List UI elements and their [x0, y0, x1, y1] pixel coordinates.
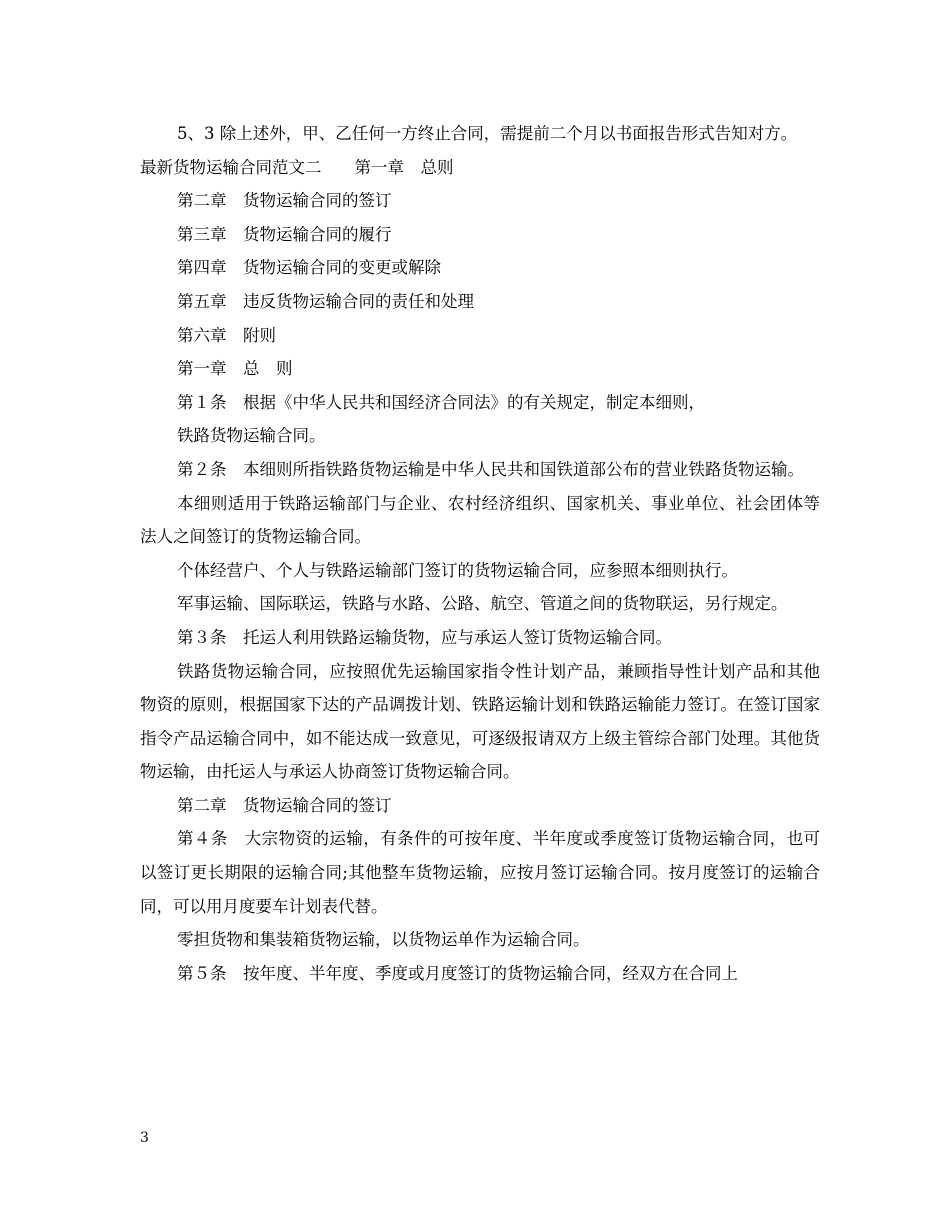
paragraph: 第３条 托运人利用铁路运输货物，应与承运人签订货物运输合同。 [177, 627, 672, 647]
paragraph: 第四章 货物运输合同的变更或解除 [177, 258, 441, 278]
paragraph: 最新货物运输合同范文二 第一章 总则 [140, 157, 454, 177]
paragraph: 第二章 货物运输合同的签订 [177, 795, 392, 815]
paragraph: 铁路货物运输合同，应按照优先运输国家指令性计划产品，兼顾指导性计划产品和其他物资的原则，根据国家下达的产品调拨计划、铁路运输计划和铁路运输能力签订。在签订国家指令产品运输合同中，如不能达成一致意见，可逐级报请双方上级主管综合部门处理。其他货物运输，由托运人与承运人协商签订货物运输合同。 [140, 661, 820, 782]
paragraph: 个体经营户、个人与铁路运输部门签订的货物运输合同，应参照本细则执行。 [177, 560, 738, 580]
paragraph: 第五章 违反货物运输合同的责任和处理 [177, 291, 474, 311]
paragraph: 第六章 附则 [177, 325, 276, 345]
paragraph: 第５条 按年度、半年度、季度或月度签订的货物运输合同，经双方在合同上 [177, 963, 738, 983]
paragraph: 铁路货物运输合同。 [177, 426, 326, 446]
body-text [140, 117, 820, 990]
paragraph: 本细则适用于铁路运输部门与企业、农村经济组织、国家机关、事业单位、社会团体等法人之间签订的货物运输合同。 [140, 493, 820, 547]
paragraph: 第１条 根据《中华人民共和国经济合同法》的有关规定，制定本细则， [177, 392, 705, 412]
paragraph: 零担货物和集装箱货物运输，以货物运单作为运输合同。 [177, 930, 590, 950]
paragraph: 第２条 本细则所指铁路货物运输是中华人民共和国铁道部公布的营业铁路货物运输。 [177, 459, 804, 479]
page-number: 3 [140, 1130, 149, 1146]
paragraph: 第二章 货物运输合同的签订 [177, 191, 392, 211]
paragraph: 第一章 总 则 [177, 359, 293, 379]
paragraph: 军事运输、国际联运，铁路与水路、公路、航空、管道之间的货物联运，另行规定。 [177, 594, 788, 614]
paragraph: 5、3 除上述外，甲、乙任何一方终止合同，需提前二个月以书面报告形式告知对方。 [177, 124, 798, 143]
paragraph: 第三章 货物运输合同的履行 [177, 224, 392, 244]
paragraph: 第４条 大宗物资的运输，有条件的可按年度、半年度或季度签订货物运输合同，也可以签订更长期限的运输合同;其他整车货物运输，应按月签订运输合同。按月度签订的运输合同，可以用月度要车计划表代替。 [140, 829, 820, 916]
